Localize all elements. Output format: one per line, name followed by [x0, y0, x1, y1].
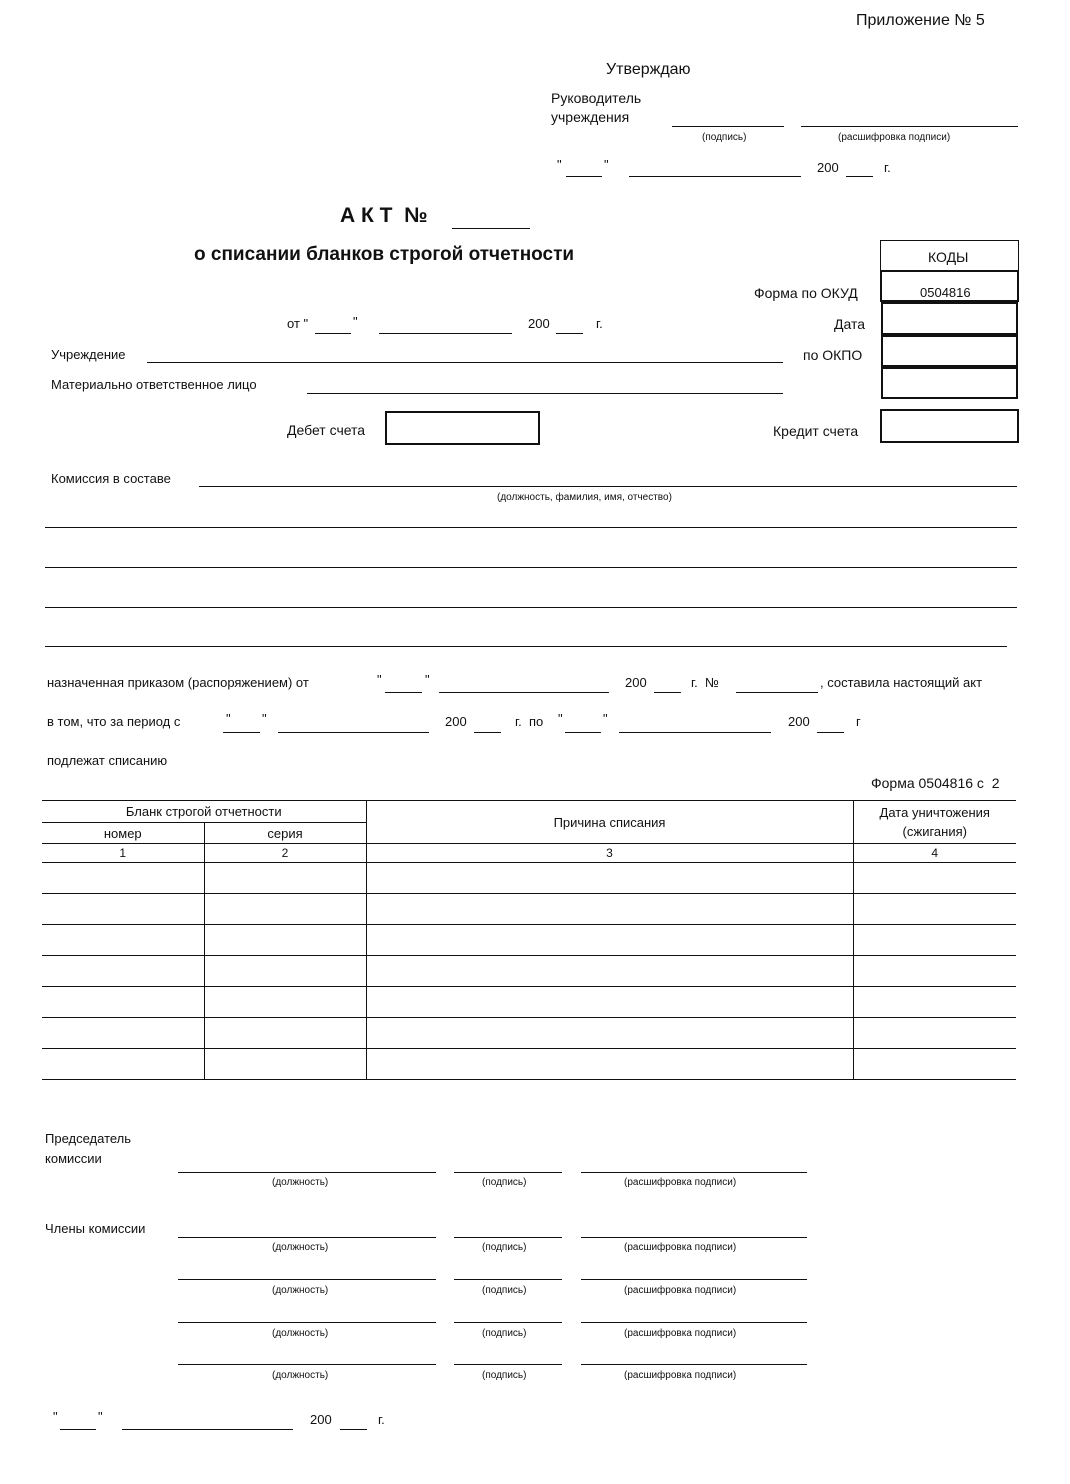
commission-line-4[interactable]	[45, 607, 1017, 608]
responsible-label: Материально ответственное лицо	[51, 377, 257, 392]
approval-title: Утверждаю	[606, 61, 691, 78]
member3-sign-caption: (подпись)	[482, 1328, 527, 1339]
act-number-field[interactable]	[452, 228, 530, 229]
appendix-label: Приложение № 5	[856, 12, 985, 29]
order-year-prefix: 200	[625, 675, 647, 690]
approval-year-prefix: 200	[817, 160, 839, 175]
member2-position-caption: (должность)	[272, 1285, 329, 1296]
member2-position-field[interactable]	[178, 1279, 436, 1280]
date-label: Дата	[834, 316, 866, 332]
period-to-day-field[interactable]	[565, 732, 601, 733]
footer-quote-close: "	[98, 1409, 103, 1424]
footer-year-suffix: г.	[378, 1412, 385, 1427]
period-to-quote-close: "	[603, 711, 608, 726]
subject-label: подлежат списанию	[47, 753, 168, 768]
approval-quote-open: "	[557, 157, 562, 172]
member3-decode-caption: (расшифровка подписи)	[624, 1328, 737, 1339]
order-year-field[interactable]	[654, 692, 681, 693]
institution-field[interactable]	[147, 362, 783, 363]
member3-signature-field[interactable]	[454, 1322, 562, 1323]
order-quote-close: "	[425, 672, 430, 687]
table-row	[42, 1018, 1016, 1049]
approval-day-field[interactable]	[566, 176, 602, 177]
head-signature-decode-field[interactable]	[801, 126, 1018, 127]
commission-label: Комиссия в составе	[51, 471, 171, 486]
member4-position-caption: (должность)	[272, 1370, 329, 1381]
period-from-year-prefix: 200	[445, 714, 467, 729]
blank-header: Бланк строгой отчетности	[42, 801, 366, 823]
act-year-suffix: г.	[596, 316, 603, 331]
col-num-1: 1	[42, 844, 204, 863]
member2-decode-caption: (расшифровка подписи)	[624, 1285, 737, 1296]
order-day-field[interactable]	[385, 692, 422, 693]
series-header: серия	[204, 823, 366, 844]
head-sign-caption: (подпись)	[702, 132, 747, 143]
date-code-cell[interactable]	[881, 302, 1018, 335]
period-to-quote-open: "	[558, 711, 563, 726]
col-num-3: 3	[366, 844, 853, 863]
member1-signature-field[interactable]	[454, 1237, 562, 1238]
member2-sign-caption: (подпись)	[482, 1285, 527, 1296]
col-num-2: 2	[204, 844, 366, 863]
act-month-field[interactable]	[379, 333, 512, 334]
member3-position-field[interactable]	[178, 1322, 436, 1323]
writeoff-table	[42, 800, 1016, 1080]
member4-sign-caption: (подпись)	[482, 1370, 527, 1381]
table-row	[42, 925, 1016, 956]
okpo-label: по ОКПО	[803, 347, 863, 363]
extra-code-cell[interactable]	[881, 367, 1018, 399]
chairman-decode-field[interactable]	[581, 1172, 807, 1173]
chairman-decode-caption: (расшифровка подписи)	[624, 1177, 737, 1188]
table-row	[42, 956, 1016, 987]
approval-year-suffix: г.	[884, 160, 891, 175]
period-from-day-field[interactable]	[223, 732, 260, 733]
chairman-signature-field[interactable]	[454, 1172, 562, 1173]
order-year-number-label: г. №	[691, 675, 719, 690]
member1-sign-caption: (подпись)	[482, 1242, 527, 1253]
period-quote-close: "	[262, 711, 267, 726]
table-row	[42, 894, 1016, 925]
period-quote-open: "	[226, 711, 231, 726]
okud-label: Форма по ОКУД	[754, 285, 858, 301]
order-compiled-label: , составила настоящий акт	[820, 675, 983, 690]
chairman-sign-caption: (подпись)	[482, 1177, 527, 1188]
approval-month-field[interactable]	[629, 176, 801, 177]
period-to-label: г. по	[515, 714, 544, 729]
member2-signature-field[interactable]	[454, 1279, 562, 1280]
member4-decode-caption: (расшифровка подписи)	[624, 1370, 737, 1381]
period-from-month-field[interactable]	[278, 732, 429, 733]
col-num-4: 4	[853, 844, 1016, 863]
institution-label: Учреждение	[51, 347, 126, 362]
responsible-field[interactable]	[307, 393, 783, 394]
head-label-line1: Руководитель	[551, 90, 642, 106]
act-year-field[interactable]	[556, 333, 583, 334]
commission-line-3[interactable]	[45, 567, 1017, 568]
table-row	[42, 1049, 1016, 1080]
chairman-label-line1: Председатель	[45, 1131, 132, 1146]
period-to-month-field[interactable]	[619, 732, 771, 733]
act-subtitle: о списании бланков строгой отчетности	[194, 244, 575, 265]
commission-field[interactable]	[199, 486, 1017, 487]
footer-quote-open: "	[53, 1409, 58, 1424]
credit-label: Кредит счета	[773, 423, 859, 439]
okpo-code-cell[interactable]	[881, 335, 1018, 367]
period-label: в том, что за период с	[47, 714, 181, 729]
commission-line-5[interactable]	[45, 646, 1007, 647]
commission-line-2[interactable]	[45, 527, 1017, 528]
head-label-line2: учреждения	[551, 109, 630, 125]
act-day-field[interactable]	[315, 333, 351, 334]
destroy-date-header: Дата уничтожения (сжигания)	[853, 801, 1016, 844]
period-to-year-field[interactable]	[817, 732, 844, 733]
member4-decode-field[interactable]	[581, 1364, 807, 1365]
order-month-field[interactable]	[439, 692, 609, 693]
member3-decode-field[interactable]	[581, 1322, 807, 1323]
order-quote-open: "	[377, 672, 382, 687]
period-from-year-field[interactable]	[474, 732, 501, 733]
chairman-position-caption: (должность)	[272, 1177, 329, 1188]
okud-value: 0504816	[920, 285, 971, 300]
member4-position-field[interactable]	[178, 1364, 436, 1365]
member1-decode-caption: (расшифровка подписи)	[624, 1242, 737, 1253]
number-header: номер	[42, 823, 204, 844]
chairman-position-field[interactable]	[178, 1172, 436, 1173]
approval-quote-close: "	[604, 157, 609, 172]
footer-year-prefix: 200	[310, 1412, 332, 1427]
member1-position-caption: (должность)	[272, 1242, 329, 1253]
commission-caption: (должность, фамилия, имя, отчество)	[497, 492, 672, 503]
date-from-label: от "	[287, 316, 309, 331]
member1-position-field[interactable]	[178, 1237, 436, 1238]
form-page-label: Форма 0504816 с 2	[871, 775, 1000, 791]
date-quote-close: "	[353, 314, 358, 329]
member1-decode-field[interactable]	[581, 1237, 807, 1238]
credit-account-field[interactable]	[880, 409, 1019, 443]
period-to-year-suffix: г	[856, 714, 861, 729]
table-row	[42, 987, 1016, 1018]
member2-decode-field[interactable]	[581, 1279, 807, 1280]
head-signature-field[interactable]	[672, 126, 784, 127]
order-appointed-label: назначенная приказом (распоряжением) от	[47, 675, 309, 690]
members-label: Члены комиссии	[45, 1221, 146, 1236]
period-to-year-prefix: 200	[788, 714, 810, 729]
head-decode-caption: (расшифровка подписи)	[838, 132, 951, 143]
member3-position-caption: (должность)	[272, 1328, 329, 1339]
footer-day-field[interactable]	[60, 1429, 96, 1430]
act-year-prefix: 200	[528, 316, 550, 331]
act-title: А К Т №	[340, 204, 428, 227]
order-number-field[interactable]	[736, 692, 818, 693]
footer-month-field[interactable]	[122, 1429, 293, 1430]
approval-year-field[interactable]	[846, 176, 873, 177]
footer-year-field[interactable]	[340, 1429, 367, 1430]
codes-header: КОДЫ	[928, 249, 969, 265]
table-row	[42, 863, 1016, 894]
chairman-label-line2: комиссии	[45, 1151, 102, 1166]
reason-header: Причина списания	[366, 801, 853, 844]
debit-account-field[interactable]	[385, 411, 540, 445]
member4-signature-field[interactable]	[454, 1364, 562, 1365]
debit-label: Дебет счета	[287, 422, 366, 438]
